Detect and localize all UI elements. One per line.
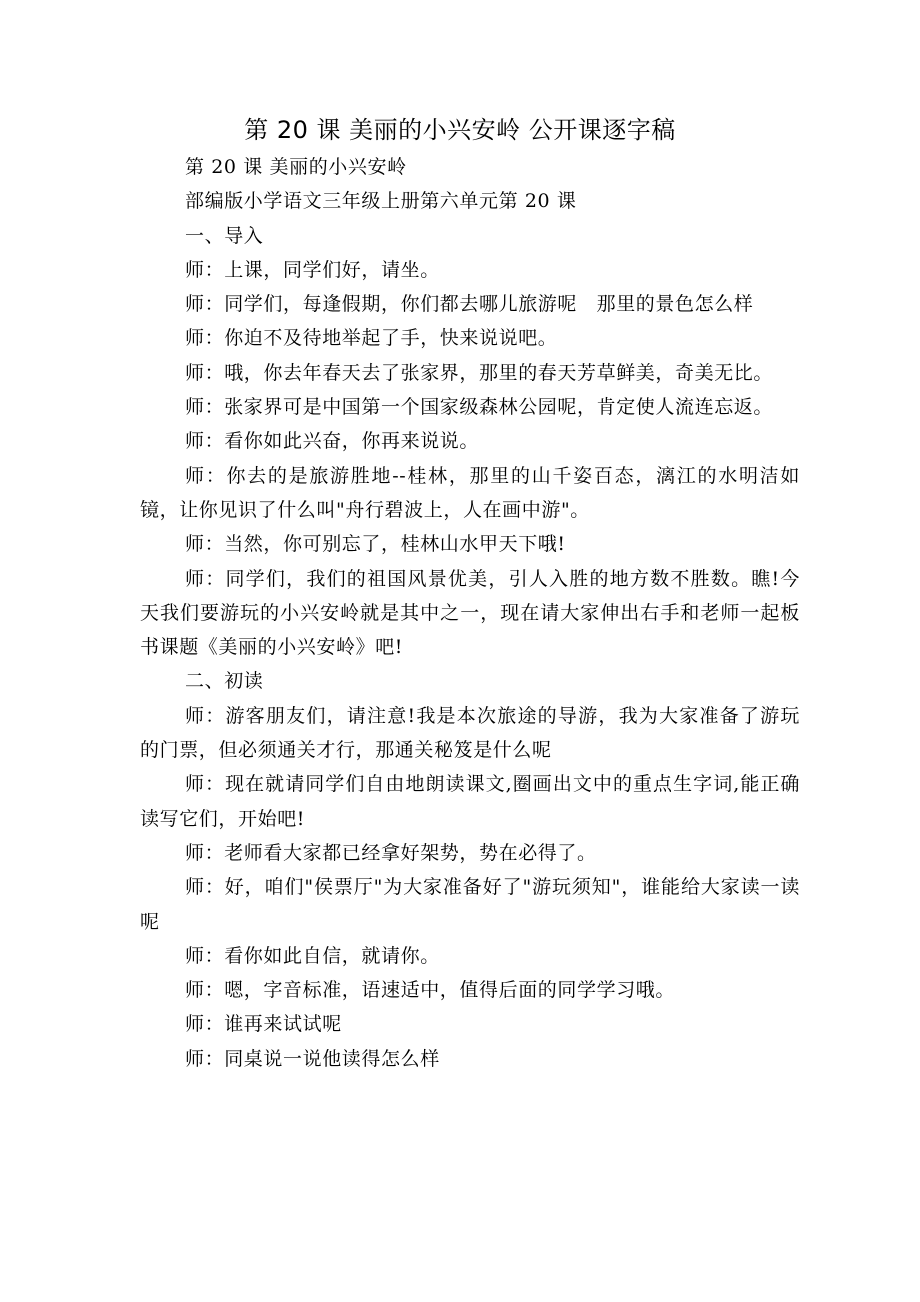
textbook-info: 部编版小学语文三年级上册第六单元第 20 课 (185, 190, 577, 213)
paragraph: 师：张家界可是中国第一个国家级森林公园呢，肯定使人流连忘返。 (185, 396, 774, 419)
paragraph: 师：看你如此自信，就请你。 (185, 944, 440, 967)
paragraph: 师：上课，同学们好，请坐。 (185, 258, 440, 281)
paragraph: 师：看你如此兴奋，你再来说说。 (185, 430, 480, 453)
paragraph: 师：你去的是旅游胜地--桂林，那里的山千姿百态，漓江的水明洁如镜，让你见识了什么叫"舟行碧波上，人在画中游"。 (140, 464, 800, 521)
paragraph: 师：哦，你去年春天去了张家界，那里的春天芳草鲜美，奇美无比。 (185, 361, 774, 384)
section-heading-first-reading: 二、初读 (185, 670, 264, 693)
document-body (140, 150, 800, 1076)
paragraph: 师：好，咱们"侯票厅"为大家准备好了"游玩须知"，谁能给大家读一读呢 (140, 876, 800, 933)
lesson-heading: 第 20 课 美丽的小兴安岭 (185, 156, 407, 178)
section-heading-intro: 一、导入 (185, 224, 264, 247)
paragraph: 师：游客朋友们，请注意!我是本次旅途的导游，我为大家准备了游玩的门票，但必须通关才行，那通关秘笈是什么呢 (140, 704, 800, 762)
paragraph: 师：现在就请同学们自由地朗读课文,圈画出文中的重点生字词,能正确读写它们，开始吧! (140, 773, 800, 830)
document-title: 第 20 课 美丽的小兴安岭 公开课逐字稿 (244, 116, 676, 144)
paragraph: 师：同学们，我们的祖国风景优美，引人入胜的地方数不胜数。瞧!今天我们要游玩的小兴安岭就是其中之一，现在请大家伸出右手和老师一起板书课题《美丽的小兴安岭》吧! (140, 567, 800, 659)
paragraph: 师：你迫不及待地举起了手，快来说说吧。 (185, 327, 558, 350)
paragraph: 师：当然，你可别忘了，桂林山水甲天下哦! (185, 533, 566, 556)
paragraph: 师：谁再来试试呢 (185, 1013, 342, 1036)
paragraph: 师：嗯，字音标准，语速适中，值得后面的同学学习哦。 (185, 979, 676, 1002)
paragraph: 师：老师看大家都已经拿好架势，势在必得了。 (185, 841, 597, 864)
paragraph: 师：同桌说一说他读得怎么样 (185, 1047, 440, 1070)
paragraph: 师：同学们，每逢假期，你们都去哪儿旅游呢 那里的景色怎么样 (185, 293, 754, 316)
